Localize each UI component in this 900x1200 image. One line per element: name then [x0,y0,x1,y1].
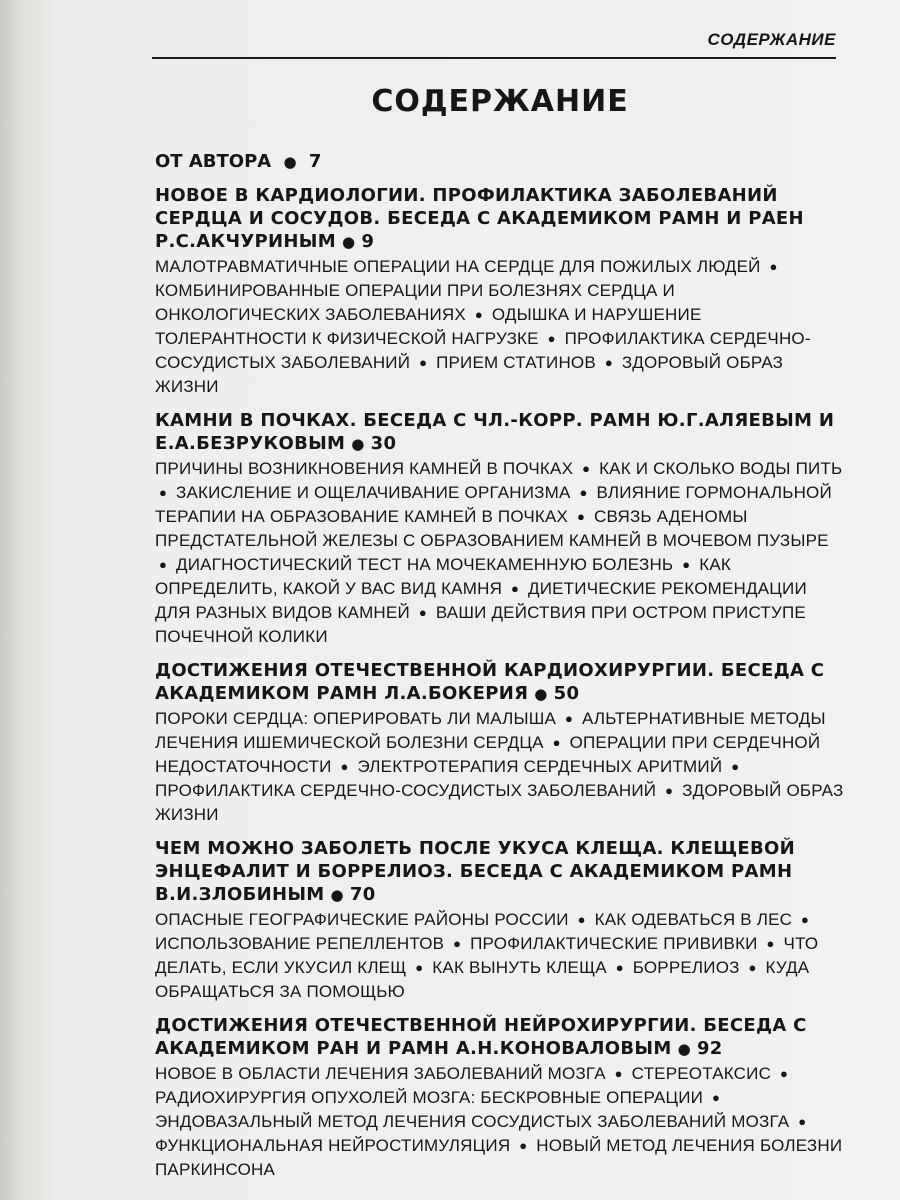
toc-section-title [155,409,845,456]
topic-item: ВЛИЯНИЕ ГОРМОНАЛЬНОЙ ТЕРАПИИ НА ОБРАЗОВАНИЕ КАМНЕЙ В ПОЧКАХ [155,483,832,526]
toc-section-heading: ДОСТИЖЕНИЯ ОТЕЧЕСТВЕННОЙ НЕЙРОХИРУРГИИ. БЕСЕДА С АКАДЕМИКОМ РАН И РАМН А.Н.КОНОВАЛОВЫМ [155,1015,807,1059]
topic-item: ПОРОКИ СЕРДЦА: ОПЕРИРОВАТЬ ЛИ МАЛЫША [155,709,557,728]
bullet-icon: ● [577,912,586,927]
page-number: 70 [349,884,376,905]
topic-item: КАК ВЫНУТЬ КЛЕЩА [432,958,607,977]
bullet-icon: ● [579,485,588,500]
header-rule [152,57,836,59]
topic-item: ОПАСНЫЕ ГЕОГРАФИЧЕСКИЕ РАЙОНЫ РОССИИ [155,910,569,929]
topic-item: ПРОФИЛАКТИКА СЕРДЕЧНО-СОСУДИСТЫХ ЗАБОЛЕВАНИЙ [155,781,657,800]
topic-item: ДИЕТИЧЕСКИЕ РЕКОМЕНДАЦИИ ДЛЯ РАЗНЫХ ВИДОВ КАМНЕЙ [155,579,807,622]
bullet-icon: ● [780,1066,789,1081]
toc-section [155,1014,845,1182]
bullet-icon: ● [159,557,168,572]
bullet-icon: ● [604,355,613,370]
bullet-icon: ● [330,886,344,904]
topic-item: КУДА ОБРАЩАТЬСЯ ЗА ПОМОЩЬЮ [155,958,810,1001]
bullet-icon: ● [665,783,674,798]
bullet-icon: ● [582,461,591,476]
toc-section-heading: ЧЕМ МОЖНО ЗАБОЛЕТЬ ПОСЛЕ УКУСА КЛЕЩА. КЛЕЩЕВОЙ ЭНЦЕФАЛИТ И БОРРЕЛИОЗ. БЕСЕДА С АКАДЕМИКОМ РАМН В.И.ЗЛОБИНЫМ [155,838,795,905]
topic-item: НОВЫЙ МЕТОД ЛЕЧЕНИЯ БОЛЕЗНИ ПАРКИНСОНА [155,1136,843,1179]
toc-section-topics [155,255,845,399]
topic-item: НОВОЕ В ОБЛАСТИ ЛЕЧЕНИЯ ЗАБОЛЕВАНИЙ МОЗГА [155,1064,606,1083]
bullet-icon: ● [419,355,428,370]
bullet-icon: ● [801,912,810,927]
bullet-icon: ● [283,153,297,171]
bullet-icon: ● [614,1066,623,1081]
topic-item: КОМБИНИРОВАННЫЕ ОПЕРАЦИИ ПРИ БОЛЕЗНЯХ СЕРДЦА И ОНКОЛОГИЧЕСКИХ ЗАБОЛЕВАНИЯХ [155,281,675,324]
topic-item: ЗДОРОВЫЙ ОБРАЗ ЖИЗНИ [155,353,784,396]
bullet-icon: ● [418,605,427,620]
bullet-icon: ● [798,1114,807,1129]
toc-section [155,409,845,649]
topic-item: ОПЕРАЦИИ ПРИ СЕРДЕЧНОЙ НЕДОСТАТОЧНОСТИ [155,733,821,776]
toc-entry-author [155,151,845,172]
bullet-icon: ● [351,435,365,453]
topic-item: ПРОФИЛАКТИЧЕСКИЕ ПРИВИВКИ [470,934,758,953]
toc-section-title [155,837,845,907]
toc-section-topics [155,457,845,649]
topic-item: СВЯЗЬ АДЕНОМЫ ПРЕДСТАТЕЛЬНОЙ ЖЕЛЕЗЫ С ОБРАЗОВАНИЕМ КАМНЕЙ В МОЧЕВОМ ПУЗЫРЕ [155,507,829,550]
bullet-icon: ● [564,711,574,726]
page-number: 30 [370,433,397,454]
bullet-icon: ● [615,960,624,975]
toc-section-topics [155,1062,845,1182]
toc-section-heading: КАМНИ В ПОЧКАХ. БЕСЕДА С ЧЛ.-КОРР. РАМН Ю.Г.АЛЯЕВЫМ И Е.А.БЕЗРУКОВЫМ [155,410,835,454]
topic-item: БОРРЕЛИОЗ [632,958,740,977]
bullet-icon: ● [474,307,483,322]
page-title: СОДЕРЖАНИЕ [371,84,629,119]
bullet-icon: ● [769,259,778,274]
page-number: 50 [553,683,580,704]
topic-item: ВАШИ ДЕЙСТВИЯ ПРИ ОСТРОМ ПРИСТУПЕ ПОЧЕЧНОЙ КОЛИКИ [155,603,806,646]
bullet-icon: ● [415,960,424,975]
toc-section [155,837,845,1004]
topic-item: АЛЬТЕРНАТИВНЫЕ МЕТОДЫ ЛЕЧЕНИЯ ИШЕМИЧЕСКОЙ БОЛЕЗНИ СЕРДЦА [155,709,826,752]
topic-item: КАК ОДЕВАТЬСЯ В ЛЕС [594,910,793,929]
bullet-icon: ● [340,759,349,774]
bullet-icon: ● [534,685,548,703]
toc-section-title [155,184,845,254]
bullet-icon: ● [712,1090,721,1105]
topic-item: ПРИЧИНЫ ВОЗНИКНОВЕНИЯ КАМНЕЙ В ПОЧКАХ [155,459,574,478]
toc-section-title [155,1014,845,1061]
bullet-icon: ● [748,960,757,975]
toc-entry-title: ОТ АВТОРА [155,151,272,172]
page-number: 92 [696,1038,723,1059]
bullet-icon: ● [552,735,561,750]
toc-section-heading: ДОСТИЖЕНИЯ ОТЕЧЕСТВЕННОЙ КАРДИОХИРУРГИИ. БЕСЕДА С АКАДЕМИКОМ РАМН Л.А.БОКЕРИЯ [155,660,825,704]
bullet-icon: ● [731,759,740,774]
bullet-icon: ● [159,485,168,500]
bullet-icon: ● [547,331,556,346]
toc-content [155,84,845,1192]
page-number: 9 [361,231,375,252]
page-number: 7 [308,151,322,172]
bullet-icon: ● [453,936,462,951]
toc-sections [155,184,845,1182]
topic-item: СТЕРЕОТАКСИС [631,1064,772,1083]
bullet-icon: ● [519,1138,528,1153]
topic-item: ЭЛЕКТРОТЕРАПИЯ СЕРДЕЧНЫХ АРИТМИЙ [357,757,723,776]
topic-item: ЧТО ДЕЛАТЬ, ЕСЛИ УКУСИЛ КЛЕЩ [155,934,819,977]
topic-item: ПРИЕМ СТАТИНОВ [436,353,596,372]
bullet-icon: ● [766,936,775,951]
topic-item: МАЛОТРАВМАТИЧНЫЕ ОПЕРАЦИИ НА СЕРДЦЕ ДЛЯ ПОЖИЛЫХ ЛЮДЕЙ [155,257,761,276]
topic-item: ЭНДОВАЗАЛЬНЫЙ МЕТОД ЛЕЧЕНИЯ СОСУДИСТЫХ ЗАБОЛЕВАНИЙ МОЗГА [155,1112,790,1131]
topic-item: ДИАГНОСТИЧЕСКИЙ ТЕСТ НА МОЧЕКАМЕННУЮ БОЛЕЗНЬ [176,555,674,574]
topic-item: КАК ОПРЕДЕЛИТЬ, КАКОЙ У ВАС ВИД КАМНЯ [155,555,731,598]
topic-item: ЗАКИСЛЕНИЕ И ОЩЕЛАЧИВАНИЕ ОРГАНИЗМА [176,483,571,502]
toc-section [155,659,845,827]
toc-section-heading: НОВОЕ В КАРДИОЛОГИИ. ПРОФИЛАКТИКА ЗАБОЛЕВАНИЙ СЕРДЦА И СОСУДОВ. БЕСЕДА С АКАДЕМИКОМ РАМН И РАЕН Р.С.АКЧУРИНЫМ [155,185,804,252]
bullet-icon: ● [511,581,520,596]
topic-item: ФУНКЦИОНАЛЬНАЯ НЕЙРОСТИМУЛЯЦИЯ [155,1136,511,1155]
topic-item: ИСПОЛЬЗОВАНИЕ РЕПЕЛЛЕНТОВ [155,934,445,953]
topic-item: ОДЫШКА И НАРУШЕНИЕ ТОЛЕРАНТНОСТИ К ФИЗИЧЕСКОЙ НАГРУЗКЕ [155,305,702,348]
toc-section-topics [155,908,845,1004]
topic-item: ПРОФИЛАКТИКА СЕРДЕЧНО-СОСУДИСТЫХ ЗАБОЛЕВАНИЙ [155,329,811,372]
topic-item: ЗДОРОВЫЙ ОБРАЗ ЖИЗНИ [155,781,844,824]
bullet-icon: ● [341,233,356,251]
bullet-icon: ● [677,1040,691,1058]
toc-section [155,184,845,399]
bullet-icon: ● [682,557,691,572]
toc-section-topics [155,707,845,827]
topic-item: КАК И СКОЛЬКО ВОДЫ ПИТЬ [599,459,843,478]
bullet-icon: ● [577,509,586,524]
toc-section-title [155,659,845,706]
topic-item: РАДИОХИРУРГИЯ ОПУХОЛЕЙ МОЗГА: БЕСКРОВНЫЕ ОПЕРАЦИИ [155,1088,704,1107]
running-head: СОДЕРЖАНИЕ [707,30,836,49]
